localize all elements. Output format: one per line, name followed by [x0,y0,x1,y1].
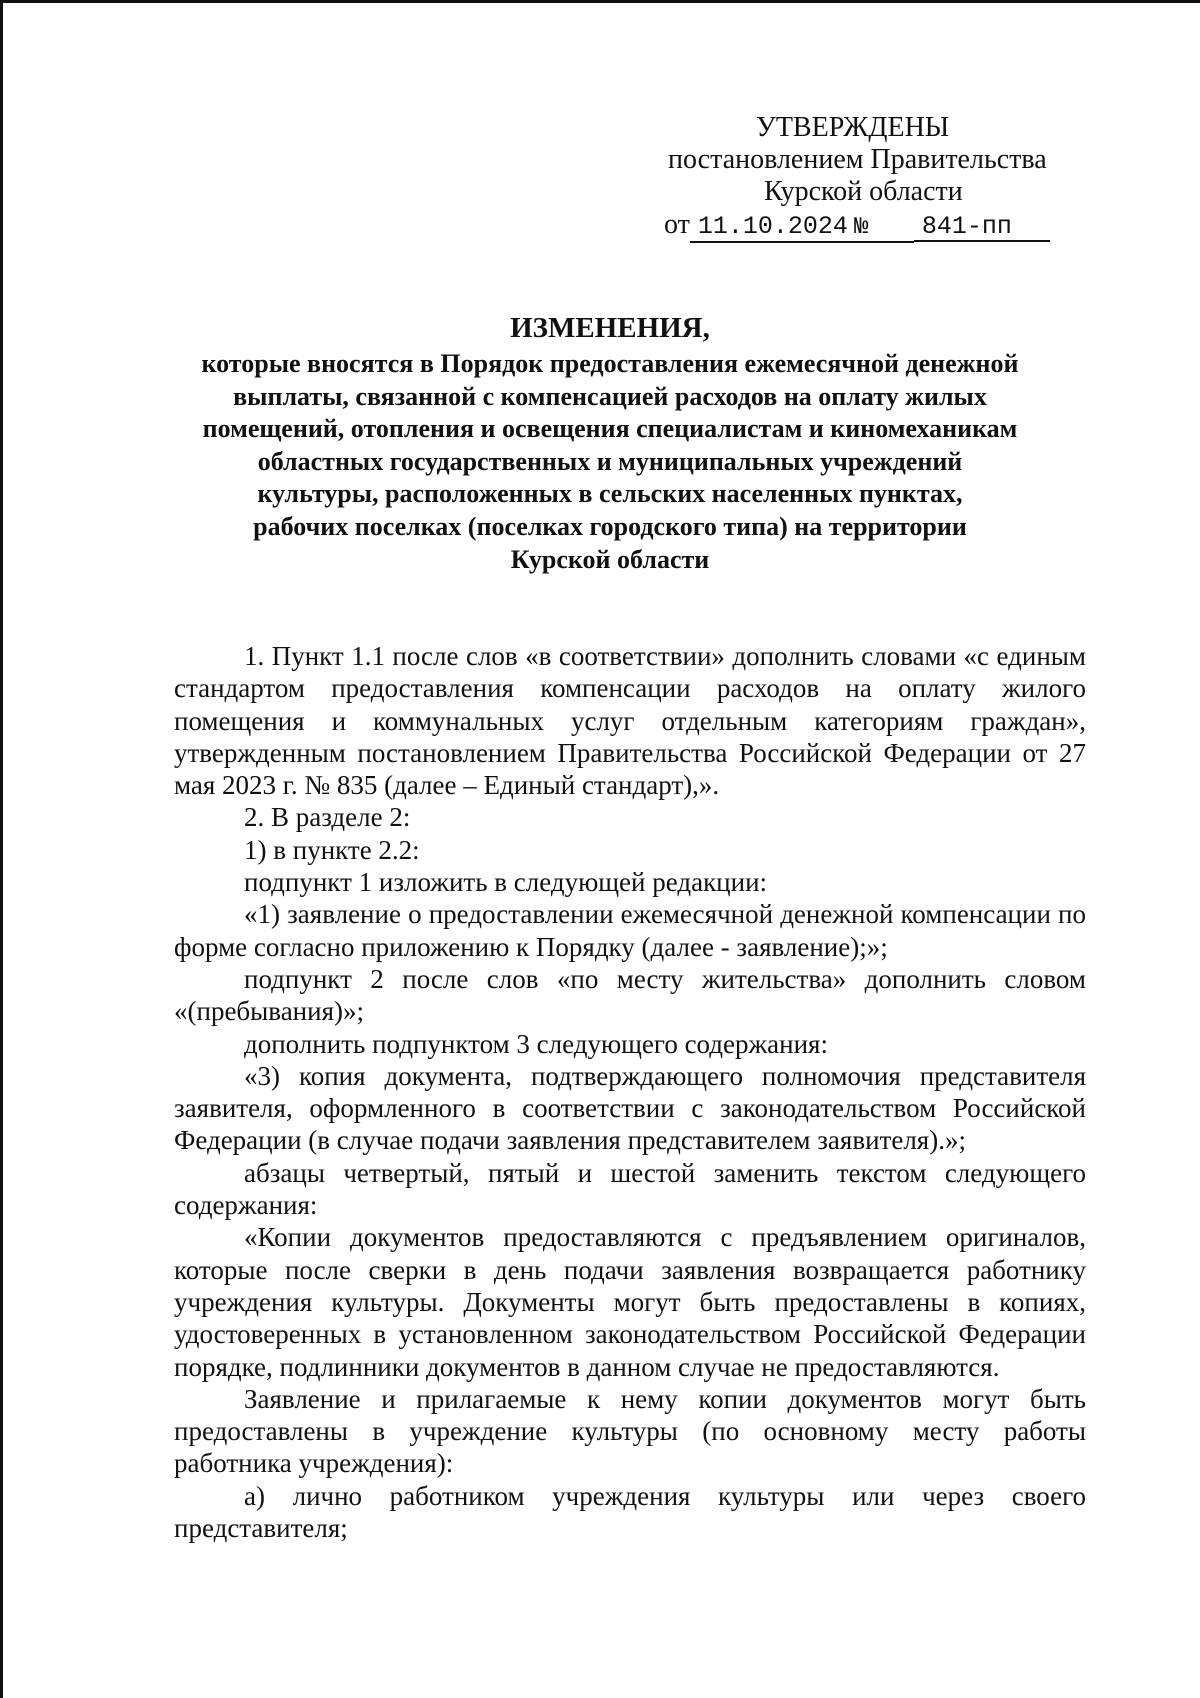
approval-line-resolution: постановлением Правительства [668,144,1047,175]
paragraph-item-1: 1. Пункт 1.1 после слов «в соответствии» дополнить словами «с единым стандартом предоставления компенсации расходов на оплату жилого помещения и коммунальных услуг отдельным категориям граждан», утвержденным постановлением Правительства Российской Федерации от 27 мая 2023 г. № 835 (далее – Единый стандарт),». [174,641,1086,801]
approval-date: 11.10.2024 [697,212,848,241]
approval-date-field [690,211,914,243]
from-label: от [664,209,690,240]
subtitle-line: которые вносятся в Порядок предоставления ежемесячной денежной [201,349,1019,378]
paragraph-section-2: 2. В разделе 2: [244,802,411,833]
subtitle-line: областных государственных и муниципальных учреждений [257,446,963,476]
document-body [174,640,1086,1544]
document-title-block [150,308,1070,576]
approval-heading: УТВЕРЖДЕНЫ [756,112,950,143]
approval-number: 841-пп [921,212,1012,241]
document-subtitle [150,348,1070,576]
approval-stamp-block [640,112,1080,243]
paragraph-point-2-2: 1) в пункте 2.2: [244,834,420,865]
approval-number-field [914,211,1050,242]
approval-date-number-line [640,208,1080,243]
approval-line-region: Курской области [764,176,963,207]
subtitle-line: помещений, отопления и освещения специалистам и киномеханикам [202,414,1018,444]
paragraph-option-a: а) лично работником учреждения культуры или через своего представителя; [174,1480,1086,1544]
subtitle-line: рабочих поселках (поселках городского типа) на территории [253,511,967,541]
paragraph-subpoint-2: подпункт 2 после слов «по месту жительства» дополнить словом «(пребывания)»; [174,963,1086,1027]
document-title: ИЗМЕНЕНИЯ, [510,312,710,344]
scan-edge-left [0,0,3,1698]
paragraph-subpoint-3-text: «3) копия документа, подтверждающего полномочия представителя заявителя, оформленного в соответствии с законодательством Российской Федерации (в случае подачи заявления представителем заявителя).»; [174,1060,1086,1156]
paragraph-copies: «Копии документов предоставляются с предъявлением оригиналов, которые после сверки в день подачи заявления возвращается работнику учреждения культуры. Документы могут быть предоставлены в копиях, удостоверенных в установленном законодательством Российской Федерации порядке, подлинники документов в данном случае не предоставляются. [174,1222,1086,1382]
scan-edge-top [0,0,1200,3]
paragraph-application: Заявление и прилагаемые к нему копии документов могут быть предоставлены в учреждение культуры (по основному месту работы работника учреждения): [174,1383,1086,1479]
subtitle-line: культуры, расположенных в сельских населенных пунктах, [257,479,963,509]
number-sign: № [853,214,869,241]
paragraph-subpoint-1-intro: подпункт 1 изложить в следующей редакции: [244,867,768,898]
subtitle-line: Курской области [510,544,710,574]
paragraph-subpoint-3-intro: дополнить подпунктом 3 следующего содержания: [244,1028,828,1059]
paragraph-abzacy-intro: абзацы четвертый, пятый и шестой заменить текстом следующего содержания: [174,1157,1086,1221]
subtitle-line: выплаты, связанной с компенсацией расходов на оплату жилых [233,381,987,411]
paragraph-subpoint-1-text: «1) заявление о предоставлении ежемесячной денежной компенсации по форме согласно приложению к Порядку (далее - заявление);»; [174,899,1086,962]
